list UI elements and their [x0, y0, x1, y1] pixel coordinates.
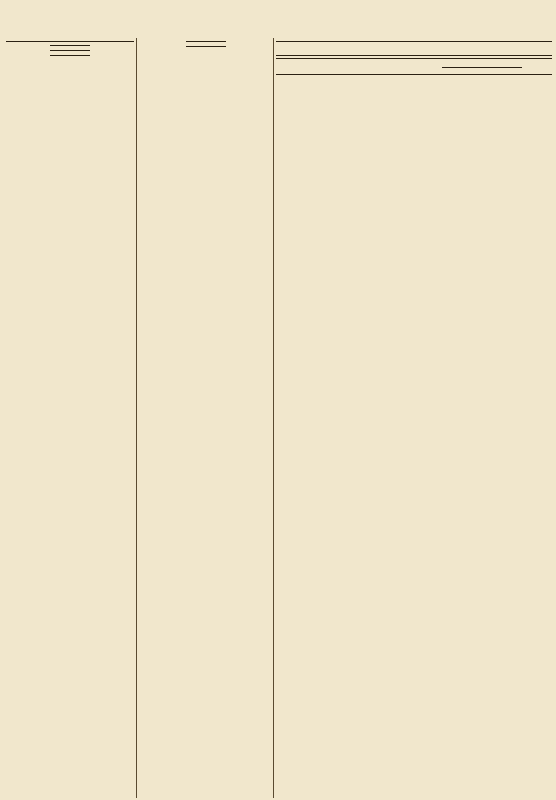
divider	[50, 50, 90, 51]
column-2	[140, 38, 272, 798]
divider	[186, 46, 226, 47]
divider	[50, 45, 90, 46]
divider	[6, 41, 134, 42]
divider	[50, 55, 90, 56]
expenses-table	[276, 55, 552, 63]
total-total	[512, 59, 552, 64]
column-divider	[136, 38, 137, 798]
total-material	[472, 59, 512, 64]
total-label	[276, 59, 432, 64]
column-3	[276, 38, 552, 798]
divider	[442, 67, 522, 68]
cargo-header	[276, 45, 552, 51]
divider	[276, 41, 552, 42]
divider	[276, 74, 552, 75]
column-1	[6, 38, 134, 798]
divider	[186, 41, 226, 42]
total-row	[276, 59, 552, 64]
total-personal	[432, 59, 472, 64]
column-divider	[273, 38, 274, 798]
